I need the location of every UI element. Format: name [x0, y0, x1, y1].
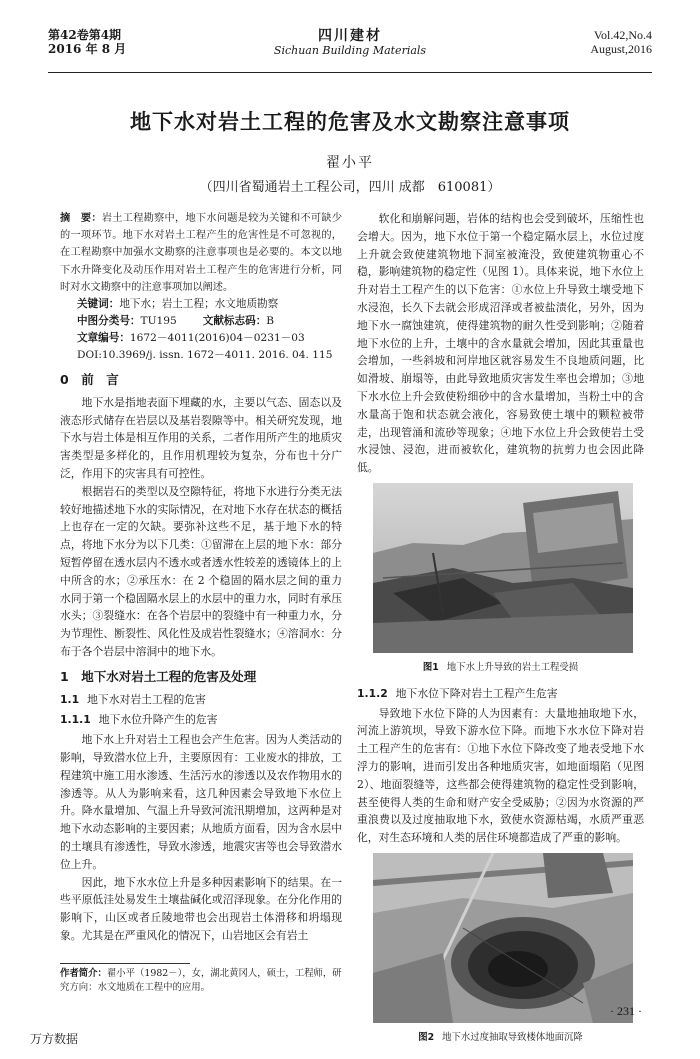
flooded-building-photo	[373, 483, 633, 653]
left-column	[60, 210, 342, 945]
abstract	[60, 210, 342, 296]
footnote-rule	[60, 963, 190, 964]
ground-subsidence-photo	[373, 853, 633, 1023]
volume-cn: 第42卷第4期	[48, 28, 122, 42]
subsection-1-1-1-heading	[60, 711, 342, 729]
paper-title: 地下水对岩土工程的危害及水文勘察注意事项	[130, 110, 570, 134]
figure-1-number: 图1	[422, 661, 439, 673]
section-1-1-1-paragraph-2: 因此，地下水水位上升是多种因素影响下的结果。在一些平原低洼处易发生土壤盐碱化或沼泽现象。在分化作用的影响下，山区或者丘陵地带也会出现岩土体滑移和坍塌现象。尤其是在严重风化的情况下，山岩地区会有岩土	[60, 875, 342, 942]
header-right	[590, 28, 652, 56]
figure-2-photo	[373, 853, 633, 1023]
doi-value: 10.3969/j. issn. 1672－4011. 2016. 04. 115	[101, 349, 333, 362]
volume-en: Vol.42,No.4	[593, 28, 652, 42]
figure-1-caption	[357, 659, 644, 677]
abstract-label: 摘 要：	[60, 212, 102, 224]
footnote-text: 翟小平（1982－），女，湖北黄冈人，硕士，工程师，研究方向：水文地质在工程中的应用。	[60, 968, 342, 993]
header-center	[48, 28, 652, 58]
journal-title-cn: 四川建材	[318, 28, 382, 44]
page-number: · 231 ·	[610, 1004, 642, 1018]
subsection-1-1-title: 地下水对岩土工程的危害	[87, 692, 206, 706]
section-0-heading: 0 前 言	[60, 372, 119, 388]
classification-line	[60, 313, 342, 330]
right-column	[357, 210, 644, 1055]
author-affiliation: （四川省蜀通岩土工程公司，四川 成都 610081）	[199, 180, 501, 195]
figure-1-caption-text: 地下水上升导致的岩土工程受损	[446, 661, 579, 673]
doc-code-value: B	[266, 315, 275, 328]
intro-paragraph-2: 根据岩石的类型以及空隙特征，将地下水进行分类无法较好地描述地下水的实际情况，在对地下水存在状态的概括上也存在一定的欠缺。要弥补这些不足，基于地下水的特点，将地下水分为以下几类：①留滞在上层的地下水：部分短暂停留在透水层内不透水或者透水性较差的透镜体上的上中所含的水；②承压水：在 2 个稳固的隔水层之间的重力水同于第一个稳固隔水层上的水层中的重力水，同时有承压水头；③裂缝水：在各个岩层中的裂缝中有一种重力水，分为节理性、断裂性、风化性及成岩性裂缝水；④溶洞水：分布于各个岩层中溶洞中的地下水。	[60, 484, 342, 658]
figure-2-caption	[357, 1029, 644, 1047]
subsection-1-1-1-number: 1.1.1	[60, 713, 91, 727]
article-number-line	[60, 330, 342, 347]
header-rule	[48, 72, 652, 73]
figure-2-caption-text: 地下水过度抽取导致楼体地面沉降	[442, 1031, 583, 1043]
running-header	[48, 28, 652, 72]
article-no-label: 文章编号：	[76, 332, 130, 345]
right-paragraph-1: 软化和崩解问题，岩体的结构也会受到破坏，压缩性也会增大。因为，地下水位于第一个稳定隔水层上，水位过度上升就会致使建筑物地下洞室被淹没，致使建筑物重心不稳，影响建筑物的稳定性（见图 1）。具体来说，地下水位上升对岩土工程产生的以下危害：①水位上升导致土壤受地下水浸泡，长久下去就会形成沼泽或者被盐渍化，另外，因为地下水一腐蚀建筑，使得建筑物的耐久性受到影响；②随着地下水位的上升，土壤中的含水量就会增加，因此其重量也会增加，一些斜坡和河岸地区就容易发生不良地质问题，比如滑坡、崩塌等，由此导致地质灾害发生率也会增加；③地下水水位上升会致使粉细砂中的含水量增加，当粉土中的含水量高于饱和状态就会液化，容易致使土壤中的颗粒被带走，出现管涌和流砂等现象；④地下水位上升会致使岩土受水浸蚀、浸泡，进而被软化，建筑物的抗剪力也会因此降低。	[357, 212, 644, 475]
date-en: August,2016	[590, 42, 652, 56]
paper-author: 翟小平	[326, 155, 374, 171]
author-footnote	[60, 967, 342, 995]
keywords-text: 地下水；岩土工程；水文地质勘察	[119, 298, 279, 311]
abstract-text: 岩土工程勘察中，地下水问题是较为关键和不可缺少的一项环节。地下水对岩土工程产生的危害性是不可忽视的，在工程勘察中加强水文勘察的注意事项也是必要的。本文以地下水升降变化及动压作用对岩土工程产生的危害进行分析，同时对水文勘察中的注意事项加以阐述。	[60, 213, 343, 293]
clc-value: TU195	[140, 315, 177, 328]
subsection-1-1-2-number: 1.1.2	[357, 686, 388, 700]
intro-paragraph-1: 地下水是指地表面下埋藏的水，主要以气态、固态以及液态形式储存在岩层以及基岩裂隙等中。相关研究发现，地下水与岩土体是相互作用的关系，二者作用所产生的地质灾害类型是多样化的，且作用机理较为复杂，分布也十分广泛，作用下的灾害具有可控性。	[60, 395, 342, 480]
figure-2-number: 图2	[418, 1031, 435, 1043]
journal-title-en: Sichuan Building Materials	[273, 44, 427, 57]
abstract-block	[60, 210, 342, 296]
doi-label: DOI:	[76, 349, 102, 362]
subsection-1-1-2-title: 地下水位下降对岩土工程产生危害	[395, 686, 558, 700]
section-1-1-2-paragraph-1: 导致地下水位下降的人为因素有：大量地抽取地下水，河流上游筑坝，导致下游水位下降。而地下水水位下降对岩土工程产生的危害有：①地下水位下降改变了地表受地下水浮力的影响，进而引发出各种地质灾害，如地面塌陷（见图 2）、地面裂缝等，这些都会使得建筑物的稳定性受到影响，甚至使得人类的生命和财产安全受威胁；②因为水资源的严重浪费以及过度抽取地下水，致使水资源枯竭，水质严重恶化，对生态环境和人类的居住环境都造成了严重的影响。	[357, 706, 644, 845]
keywords-label: 关键词：	[76, 298, 120, 311]
subsection-1-1-number: 1.1	[60, 692, 80, 706]
subsection-1-1-1-title: 地下水位升降产生的危害	[98, 713, 218, 727]
subsection-1-1-heading	[60, 691, 342, 709]
article-no-value: 1672－4011(2016)04－0231－03	[129, 332, 305, 345]
date-cn: 2016 年 8 月	[48, 42, 127, 56]
section-1-1-1-paragraph-1: 地下水上升对岩土工程也会产生危害。因为人类活动的影响，导致潜水位上升，主要原因有：工业废水的排放，工程建筑中施工用水渗透、生活污水的渗透以及农作物用水的渗透等。从人为影响来看，这几种因素会导致地下水位上升。降水量增加、气温上升导致河流汛期增加，这两种是对地下水动态影响的主要因素；从地质方面看，因为含水层中的土壤具有渗透性，导致水渗透，地震灾害等也会导致潜水位上升。	[60, 733, 342, 871]
keywords-line	[60, 296, 342, 313]
doi-line	[60, 347, 342, 364]
section-1-heading: 1 地下水对岩土工程的危害及处理	[60, 668, 257, 684]
clc-label: 中图分类号：	[76, 315, 141, 328]
footnote-label: 作者简介：	[60, 968, 107, 979]
subsection-1-1-2-heading	[357, 685, 644, 703]
source-watermark: 万方数据	[30, 1032, 79, 1046]
figure-1-photo	[373, 483, 633, 653]
doc-code-label: 文献标志码：	[202, 315, 267, 328]
